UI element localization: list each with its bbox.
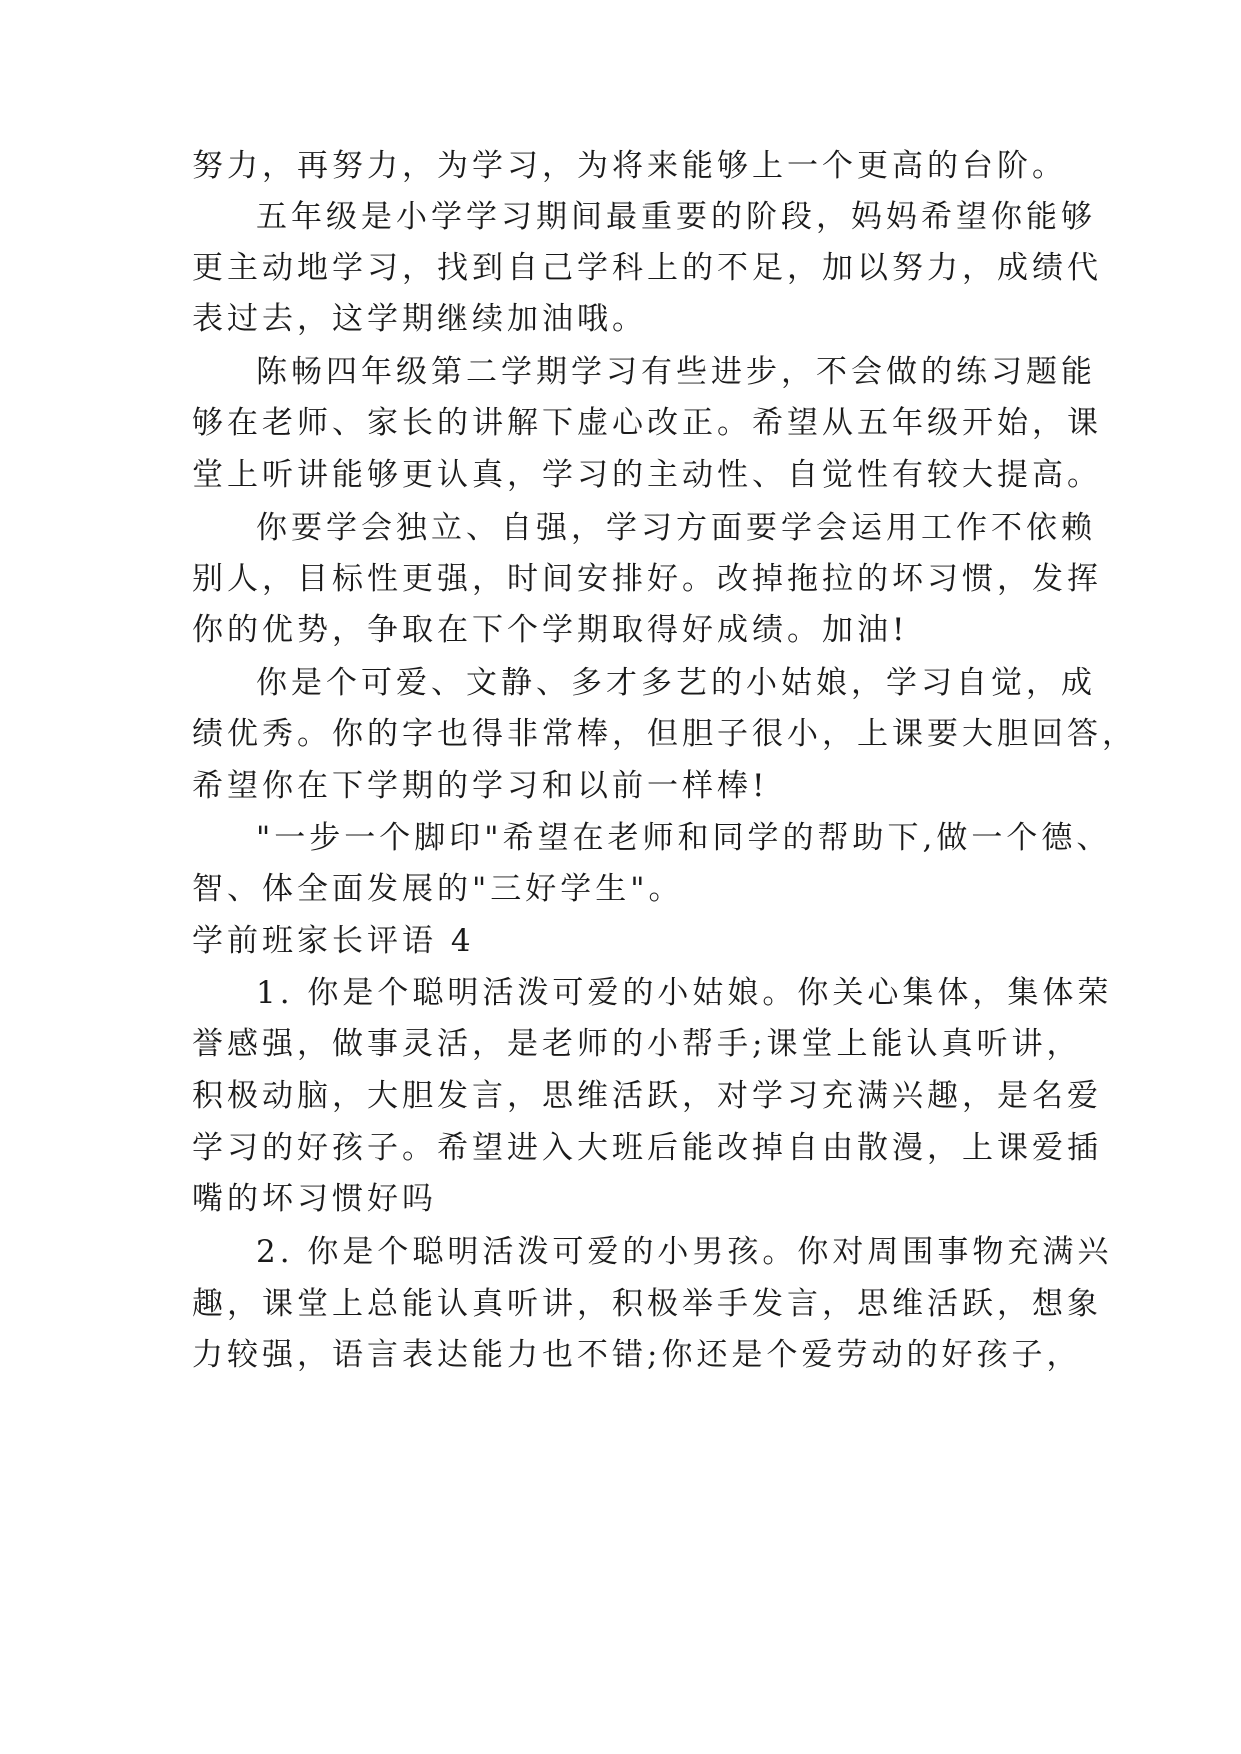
text-line: 表过去，这学期继续加油哦。	[192, 301, 647, 337]
text-line: 堂上听讲能够更认真，学习的主动性、自觉性有较大提高。	[192, 457, 1102, 493]
paragraph-start: "一步一个脚印"希望在老师和同学的帮助下,做一个德、	[256, 820, 1112, 856]
paragraph-start: 2. 你是个聪明活泼可爱的小男孩。你对周围事物充满兴	[256, 1234, 1113, 1270]
paragraph-start: 五年级是小学学习期间最重要的阶段，妈妈希望你能够	[256, 199, 1096, 235]
text-line: 誉感强，做事灵活，是老师的小帮手;课堂上能认真听讲，	[192, 1026, 1082, 1062]
text-line: 嘴的坏习惯好吗	[192, 1181, 437, 1217]
paragraph-start: 陈畅四年级第二学期学习有些进步，不会做的练习题能	[256, 354, 1096, 390]
text-line: 够在老师、家长的讲解下虚心改正。希望从五年级开始，课	[192, 405, 1102, 441]
text-line: 你的优势，争取在下个学期取得好成绩。加油!	[192, 612, 909, 648]
text-line: 别人，目标性更强，时间安排好。改掉拖拉的坏习惯，发挥	[192, 561, 1102, 597]
text-line: 智、体全面发展的"三好学生"。	[192, 871, 684, 907]
paragraph-start: 你要学会独立、自强，学习方面要学会运用工作不依赖	[256, 510, 1096, 546]
text-line: 更主动地学习，找到自己学科上的不足，加以努力，成绩代	[192, 250, 1102, 286]
paragraph-start: 你是个可爱、文静、多才多艺的小姑娘，学习自觉，成	[256, 665, 1096, 701]
text-line: 努力，再努力，为学习，为将来能够上一个更高的台阶。	[192, 148, 1067, 184]
text-line: 绩优秀。你的字也得非常棒，但胆子很小，上课要大胆回答，	[192, 716, 1137, 752]
text-line: 积极动脑，大胆发言，思维活跃，对学习充满兴趣，是名爱	[192, 1078, 1102, 1114]
text-line: 力较强，语言表达能力也不错;你还是个爱劳动的好孩子，	[192, 1337, 1082, 1373]
text-line: 学习的好孩子。希望进入大班后能改掉自由散漫，上课爱插	[192, 1130, 1102, 1166]
section-heading: 学前班家长评语 4	[192, 923, 475, 959]
text-line: 希望你在下学期的学习和以前一样棒!	[192, 768, 769, 804]
text-line: 趣，课堂上总能认真听讲，积极举手发言，思维活跃，想象	[192, 1286, 1102, 1322]
paragraph-start: 1. 你是个聪明活泼可爱的小姑娘。你关心集体，集体荣	[256, 975, 1113, 1011]
